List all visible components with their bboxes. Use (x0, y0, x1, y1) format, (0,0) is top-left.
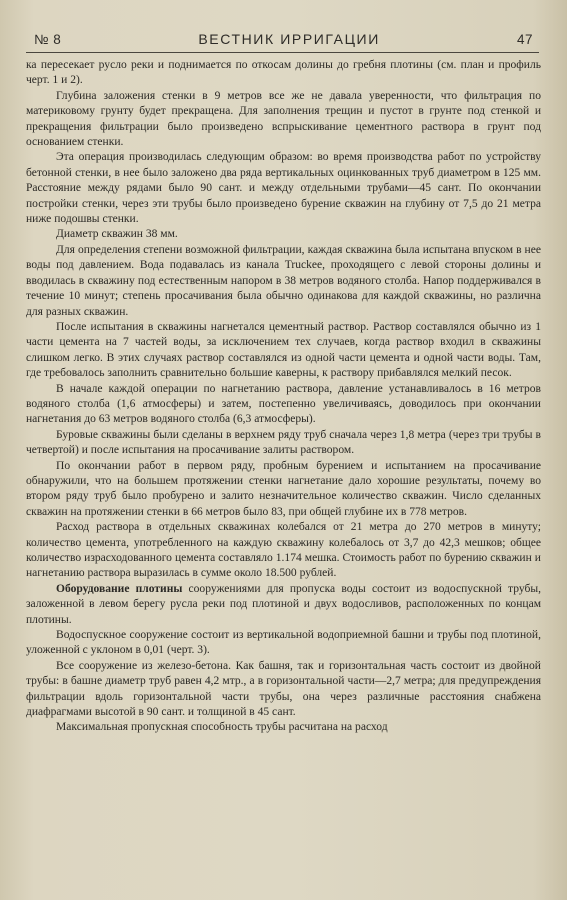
header-rule (26, 52, 539, 53)
section-heading: Оборудование плотины (56, 582, 183, 595)
issue-number: № 8 (34, 31, 62, 47)
paragraph: По окончании работ в первом ряду, пробным бурением и испытанием на просачивание обнаружили, что на большем протяжении стенки нагнетание дало хорошие результаты, почему во втором ряду труб было пробурено и залито незначительное количество скважин. Число сделанных скважин на протяжении стенки в 66 метров было 83, при общей глубине их в 778 метров. (26, 459, 541, 518)
paragraph: После испытания в скважины нагнетался цементный раствор. Раствор составлялся обычно из 1 части цемента на 7 частей воды, за исключением тех случаев, когда раствор входил в скважины слишком легко. В этих случаях раствор составлялся из одной части цемента и одной части воды. Там, где требовалось заполнить сравнительно большие каверны, к раствору прибавлялся мелкий песок. (26, 320, 541, 380)
running-header (34, 28, 533, 50)
paragraph: Водоспускное сооружение состоит из вертикальной водоприемной башни и трубы под плотиной, уложенной с уклоном в 0,01 (черт. 3). (26, 629, 541, 657)
article-body (26, 58, 541, 736)
paragraph: Оборудование плотины сооружениями для пропуска воды состоит из водоспускной трубы, заложенной в левом берегу русла реки под плотиной и двух водосливов, расположенных по концам плотины. (26, 582, 542, 626)
paragraph: Буровые скважины были сделаны в верхнем ряду труб сначала через 1,8 метра (через три трубы в четвертой) и после испытания на просачивание залиты раствором. (26, 428, 541, 457)
paragraph: Диаметр скважин 38 мм. (56, 228, 178, 241)
paragraph: Все сооружение из железо-бетона. Как башня, так и горизонтальная часть состоит из двойной трубы: в башне диаметр труб равен 4,2 мтр., а в горизонтальной части—2,7 метра; для предупреждения фильтрации вдоль горизонтальной части трубы, она через различные расстояния снабжена диафрагмами высотой в 90 сант. и толщиной в 45 сант. (26, 659, 541, 719)
paragraph: Расход раствора в отдельных скважинах колебался от 21 метра до 270 метров в минуту; количество цемента, употребленного на каждую скважину колебалось от 3,7 до 42,3 мешков; общее количество израсходованного цемента составляло 1.174 мешка. Стоимость работ по бурению скважин и нагнетанию раствора выразилась в сумме около 18.500 рублей. (26, 521, 541, 580)
journal-title: ВЕСТНИК ИРРИГАЦИИ (198, 31, 380, 47)
paragraph: Для определения степени возможной фильтрации, каждая скважина была испытана впуском в нее воды под давлением. Вода подавалась из канала Truckee, проходящего с левой стороны долины и вводилась в скважину под естественным напором в 38 метров водяного столба. Напор поддерживался в течение 10 минут; степень просачивания была обычно одинакова для каждой скважины, но различна для разных скважин. (26, 243, 541, 318)
paragraph: Максимальная пропускная способность трубы расчитана на расход (56, 721, 388, 734)
paragraph: ка пересекает русло реки и поднимается по откосам долины до гребня плотины (см. план и профиль черт. 1 и 2). (26, 59, 541, 87)
paragraph: В начале каждой операции по нагнетанию раствора, давление устанавливалось в 16 метров водяного столба (1,6 атмосферы) и затем, постепенно увеличиваясь, доводилось при окончании нагнетания до 63 метров водяного столба (6,3 атмосферы). (26, 382, 541, 426)
paragraph: Эта операция производилась следующим образом: во время производства работ по устройству бетонной стенки, в нее было заложено два ряда вертикальных оцинкованных труб диаметром в 125 мм. Расстояние между рядами было 90 сант. и между отдельными трубами—45 сант. По окончании постройки стенки, через эти трубы было произведено бурение скважин на глубину от 7,5 до 21 метра ниже подошвы стенки. (26, 151, 541, 226)
paragraph: Глубина заложения стенки в 9 метров все же не давала уверенности, что фильтрация по материковому грунту будет прекращена. Для заполнения трещин и пустот в грунте под стенкой и прекращения фильтрации было произведено вспрыскивание цементного раствора в грунт под основанием стенки. (26, 89, 541, 149)
page-number: 47 (516, 31, 533, 47)
